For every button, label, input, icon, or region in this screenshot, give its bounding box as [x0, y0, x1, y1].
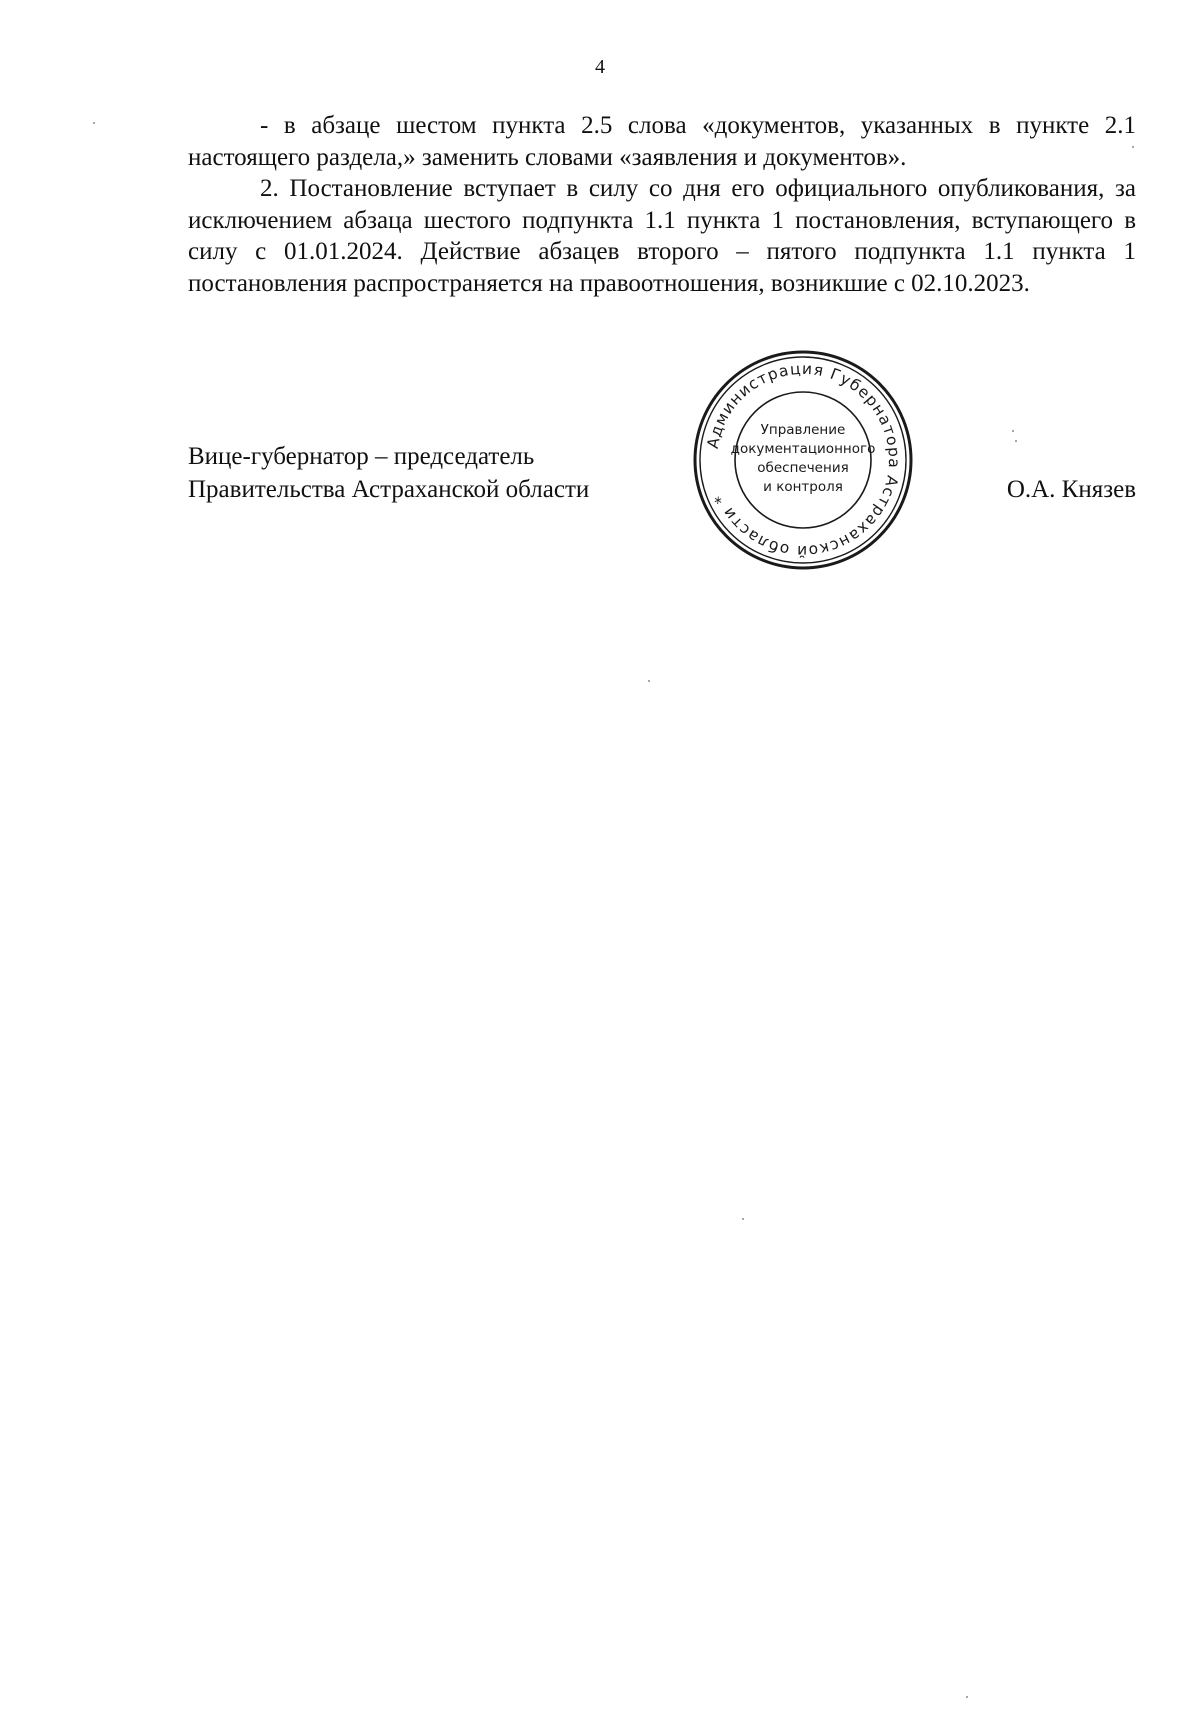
scan-speck: [1132, 146, 1134, 148]
scan-speck: [966, 1696, 968, 1698]
signatory-position: [188, 440, 708, 506]
seal-center-line-4: и контроля: [763, 479, 843, 495]
scan-speck: [93, 122, 95, 124]
paragraph-amendment: - в абзаце шестом пункта 2.5 слова «документов, указанных в пункте 2.1 настоящего раздела,» заменить словами «заявления и документов».: [188, 112, 1136, 171]
seal-ring-text: Администрация Губернатора Астраханской области *: [703, 359, 904, 561]
scan-speck: [1015, 440, 1017, 442]
seal-graphic: [690, 347, 916, 573]
signature-block: [188, 440, 1136, 510]
document-body: [188, 110, 1136, 299]
signatory-position-line-1: Вице-губернатор – председатель: [188, 443, 535, 470]
paragraph-effective-date: 2. Постановление вступает в силу со дня его официального опубликования, за исключением абзаца шестого подпункта 1.1 пункта 1 постановления, вступающего в силу с 01.01.2024. Действие абзацев второго – пятого подпункта 1.1 пункта 1 постановления распространяется на правоотношения, возникшие с 02.10.2023.: [188, 175, 1136, 297]
page-number: 4: [595, 56, 605, 78]
seal-center-line-1: Управление: [760, 422, 846, 438]
scan-speck: [1012, 430, 1014, 432]
seal-center-line-2: документационного: [730, 441, 876, 457]
scan-speck: [648, 680, 650, 682]
signatory-position-line-2: Правительства Астраханской области: [188, 476, 590, 503]
seal-center-line-3: обеспечения: [757, 460, 849, 476]
official-seal-stamp: [690, 347, 916, 573]
signatory-name: О.А. Князев: [1006, 476, 1136, 503]
scan-speck: [742, 1218, 744, 1220]
